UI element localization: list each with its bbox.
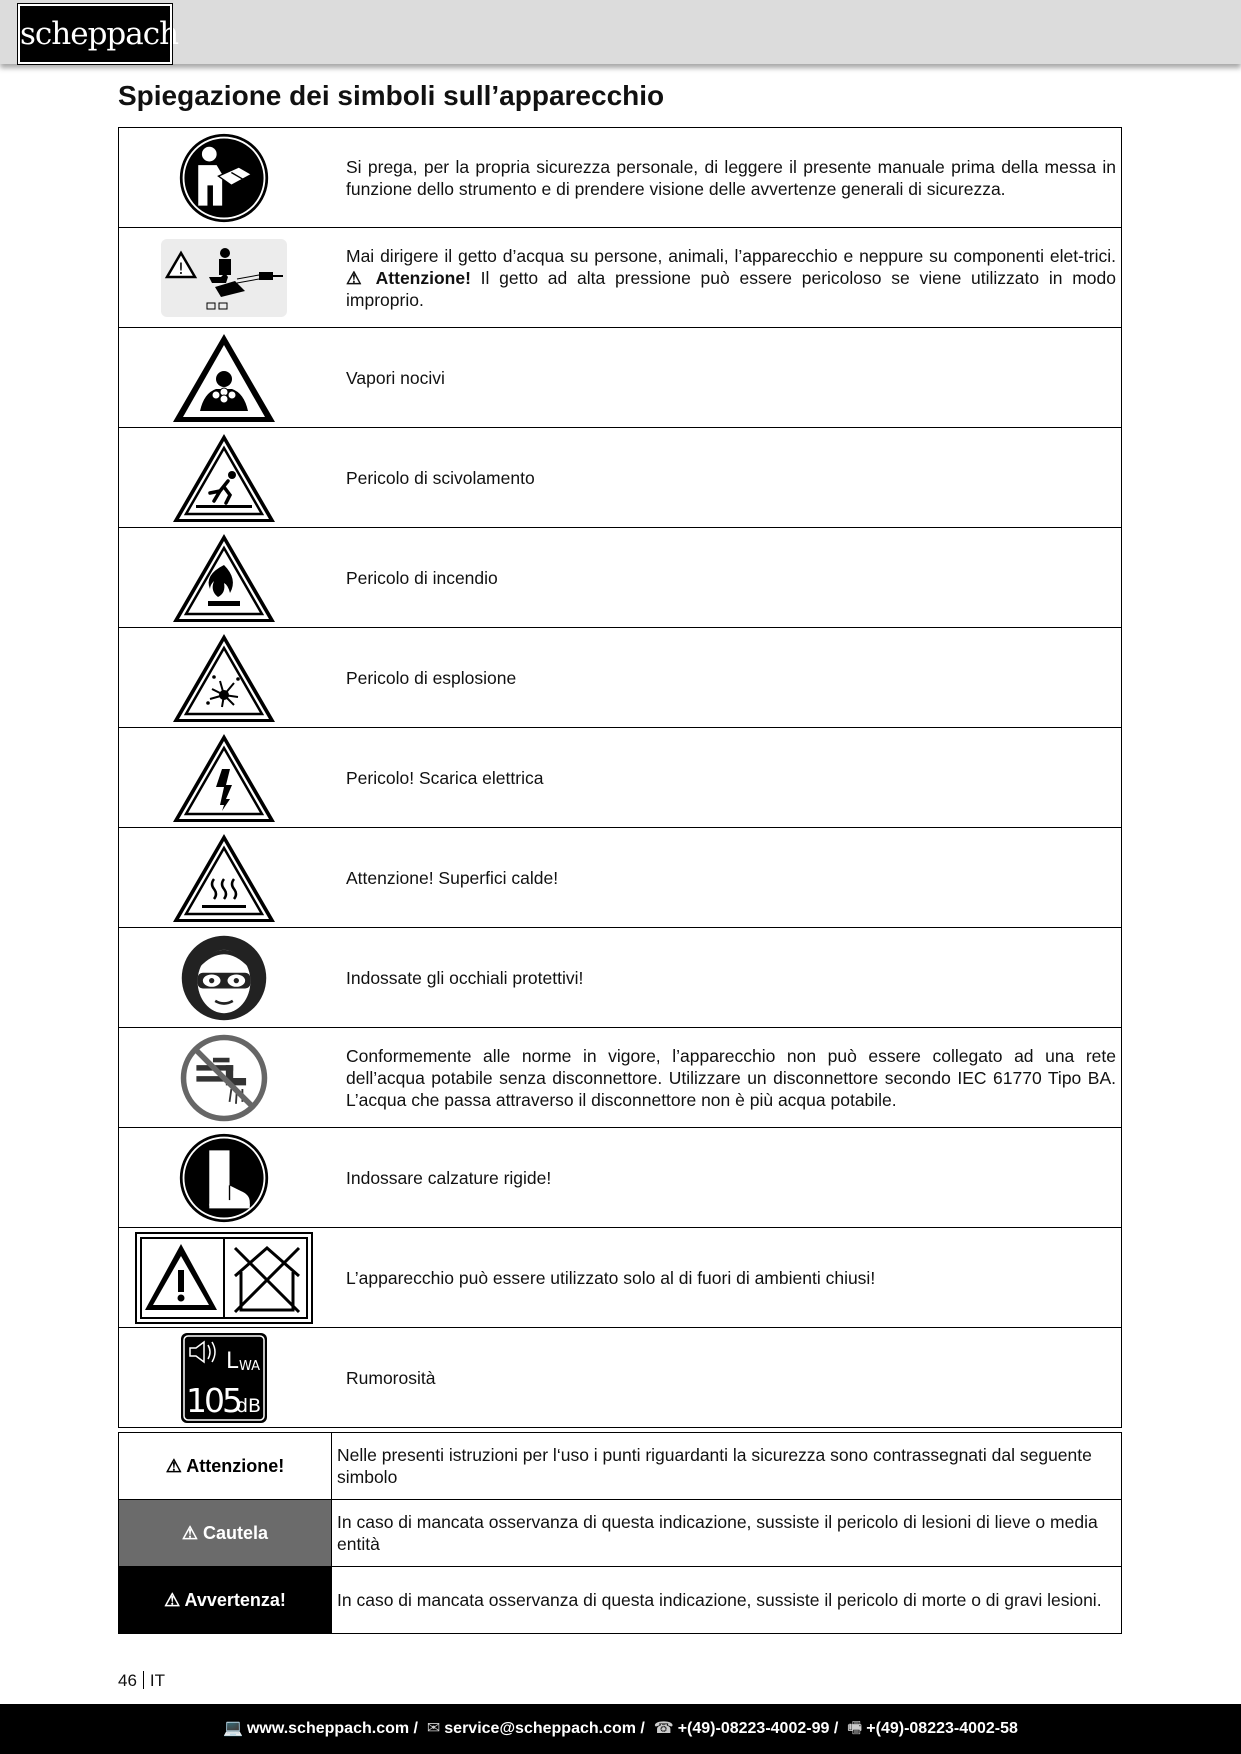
table-row bbox=[119, 1128, 1122, 1228]
signal-description: In caso di mancata osservanza di questa indicazione, sussiste il pericolo di morte o di gravi lesioni. bbox=[332, 1567, 1122, 1634]
fire-hazard-icon bbox=[170, 531, 278, 625]
signal-label-cautela: ⚠ Cautela bbox=[119, 1500, 332, 1567]
fax-number: +(49)-08223-4002-58 bbox=[866, 1720, 1018, 1737]
table-row bbox=[119, 1433, 1122, 1500]
phone-icon: ☎ bbox=[653, 1720, 674, 1737]
language-code: IT bbox=[149, 1671, 166, 1690]
table-row bbox=[119, 1028, 1122, 1128]
table-row bbox=[119, 728, 1122, 828]
symbol-description: Mai dirigere il getto d’acqua su persone, animali, l’apparecchio e neppure su componenti elet-trici. ⚠ Attenzione! Il getto ad alta pressione può essere pericoloso se viene utilizzato in modo improprio. bbox=[329, 228, 1122, 328]
warning-label: ⚠ Attenzione! bbox=[346, 267, 471, 288]
electric-shock-icon bbox=[170, 731, 278, 825]
signal-label-avvertenza: ⚠ Avvertenza! bbox=[119, 1567, 332, 1634]
sound-unit: dB bbox=[236, 1394, 262, 1417]
symbol-description: L’apparecchio può essere utilizzato solo al di fuori di ambienti chiusi! bbox=[329, 1228, 1122, 1328]
table-row bbox=[119, 228, 1122, 328]
page-title: Spiegazione dei simboli sull’apparecchio bbox=[118, 80, 665, 111]
slip-hazard-icon bbox=[170, 431, 278, 525]
table-row bbox=[119, 928, 1122, 1028]
table-row bbox=[119, 828, 1122, 928]
symbol-description: Indossare calzature rigide! bbox=[329, 1128, 1122, 1228]
table-row bbox=[119, 528, 1122, 628]
computer-icon: 💻 bbox=[223, 1720, 243, 1737]
symbol-description: Pericolo di incendio bbox=[329, 528, 1122, 628]
sound-power-icon bbox=[180, 1332, 268, 1424]
symbol-description: Pericolo! Scarica elettrica bbox=[329, 728, 1122, 828]
symbol-description: Pericolo di scivolamento bbox=[329, 428, 1122, 528]
toxic-vapors-icon bbox=[170, 331, 278, 425]
symbol-description: Conformemente alle norme in vigore, l’apparecchio non può essere collegato ad una rete dell’acqua potabile senza disconnettore. Utilizzare un disconnettore secondo IEC 61770 Tipo BA. L’acqua che passa attraverso il disconnettore non è più acqua potabile. bbox=[329, 1028, 1122, 1128]
table-row bbox=[119, 1567, 1122, 1634]
symbol-table bbox=[118, 127, 1122, 1428]
scheppach-logo: scheppach bbox=[18, 4, 172, 64]
hot-surface-icon bbox=[170, 831, 278, 925]
signal-description: Nelle presenti istruzioni per l‘uso i punti riguardanti la sicurezza sono contrassegnati dal seguente simbolo bbox=[332, 1433, 1122, 1500]
table-row bbox=[119, 1228, 1122, 1328]
symbol-description: Si prega, per la propria sicurezza personale, di leggere il presente manuale prima della messa in funzione dello strumento e di prendere visione delle avvertenze generali di sicurezza. bbox=[329, 128, 1122, 228]
sound-label-sub: WA bbox=[239, 1358, 261, 1374]
explosion-hazard-icon bbox=[170, 631, 278, 725]
fax-icon: 🖷 bbox=[847, 1720, 863, 1737]
page-header bbox=[0, 0, 1241, 64]
symbol-description: Rumorosità bbox=[329, 1328, 1122, 1428]
website-link[interactable]: www.scheppach.com / bbox=[246, 1720, 418, 1737]
divider bbox=[143, 1671, 144, 1689]
water-jet-warning-icon bbox=[161, 239, 287, 317]
phone-number: +(49)-08223-4002-99 / bbox=[677, 1720, 839, 1737]
outdoor-use-only-icon bbox=[135, 1232, 313, 1324]
signal-description: In caso di mancata osservanza di questa indicazione, sussiste il pericolo di lesioni di lieve o media entità bbox=[332, 1500, 1122, 1567]
email-icon: ✉ bbox=[426, 1720, 441, 1737]
table-row bbox=[119, 628, 1122, 728]
signal-word-table bbox=[118, 1432, 1122, 1634]
table-row bbox=[119, 328, 1122, 428]
read-manual-icon bbox=[178, 132, 270, 224]
table-row bbox=[119, 128, 1122, 228]
signal-label-attenzione: ⚠ Attenzione! bbox=[119, 1433, 332, 1500]
table-row bbox=[119, 1328, 1122, 1428]
symbol-description: Indossate gli occhiali protettivi! bbox=[329, 928, 1122, 1028]
svg-text:!: ! bbox=[177, 258, 185, 278]
no-drinking-water-connection-icon bbox=[178, 1032, 270, 1124]
table-row bbox=[119, 428, 1122, 528]
page-number: 46 IT bbox=[118, 1671, 166, 1690]
symbol-description: Vapori nocivi bbox=[329, 328, 1122, 428]
email-link[interactable]: service@scheppach.com / bbox=[444, 1720, 645, 1737]
safety-boots-icon bbox=[178, 1132, 270, 1224]
safety-goggles-icon bbox=[180, 934, 268, 1022]
sound-value: 105 bbox=[186, 1380, 240, 1420]
table-row bbox=[119, 1500, 1122, 1567]
symbol-description: Attenzione! Superfici calde! bbox=[329, 828, 1122, 928]
sound-label-main: L bbox=[226, 1348, 239, 1374]
symbol-description: Pericolo di esplosione bbox=[329, 628, 1122, 728]
page-footer bbox=[0, 1704, 1241, 1754]
